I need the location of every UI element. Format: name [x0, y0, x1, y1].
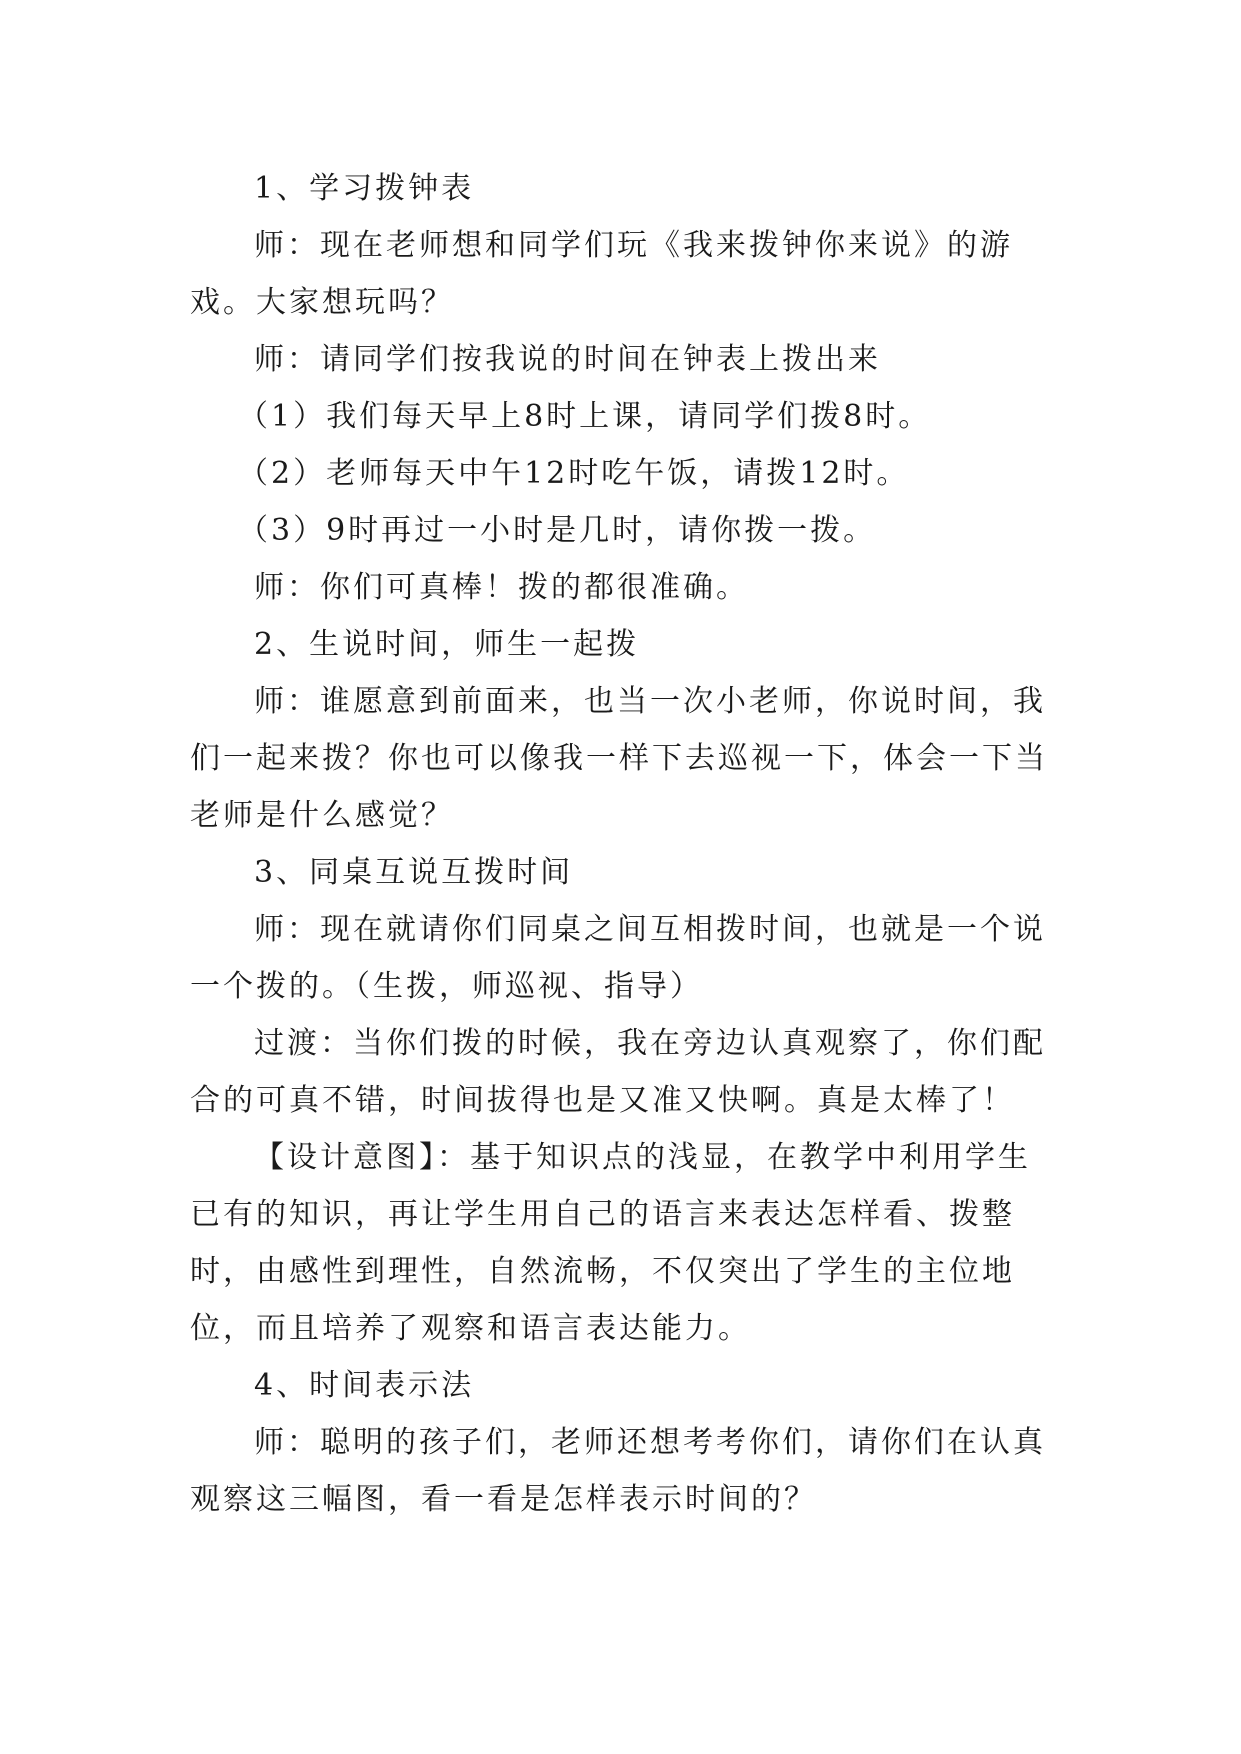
paragraph: 师：请同学们按我说的时间在钟表上拨出来 [254, 342, 881, 377]
paragraph: 师：现在就请你们同桌之间互相拨时间，也就是一个说一个拨的。（生拨，师巡视、指导） [190, 912, 1046, 1004]
paragraph: 师：聪明的孩子们，老师还想考考你们，请你们在认真观察这三幅图，看一看是怎样表示时间的？ [190, 1425, 1046, 1517]
section-heading-4: 4、时间表示法 [254, 1368, 475, 1403]
paragraph: 师：你们可真棒！拨的都很准确。 [254, 570, 749, 605]
list-item: （2）老师每天中午12时吃午饭，请拨12时。 [238, 456, 910, 491]
section-heading-1: 1、学习拨钟表 [254, 171, 475, 206]
design-intent-paragraph: 【设计意图】：基于知识点的浅显，在教学中利用学生已有的知识，再让学生用自己的语言来表达怎样看、拨整时，由感性到理性，自然流畅，不仅突出了学生的主位地位，而且培养了观察和语言表达能力。 [190, 1140, 1031, 1346]
list-item: （1）我们每天早上8时上课，请同学们拨8时。 [238, 399, 932, 434]
section-heading-3: 3、同桌互说互拨时间 [254, 855, 574, 890]
section-heading-2: 2、生说时间，师生一起拨 [254, 627, 640, 662]
paragraph: 过渡：当你们拨的时候，我在旁边认真观察了，你们配合的可真不错，时间拔得也是又准又快啊。真是太棒了！ [190, 1026, 1046, 1118]
document-body [190, 160, 1060, 1528]
paragraph: 师：现在老师想和同学们玩《我来拨钟你来说》的游戏。大家想玩吗？ [190, 228, 1013, 320]
paragraph: 师：谁愿意到前面来，也当一次小老师，你说时间，我们一起来拨？你也可以像我一样下去巡视一下，体会一下当老师是什么感觉？ [190, 684, 1048, 833]
list-item: （3）9时再过一小时是几时，请你拨一拨。 [238, 513, 877, 548]
